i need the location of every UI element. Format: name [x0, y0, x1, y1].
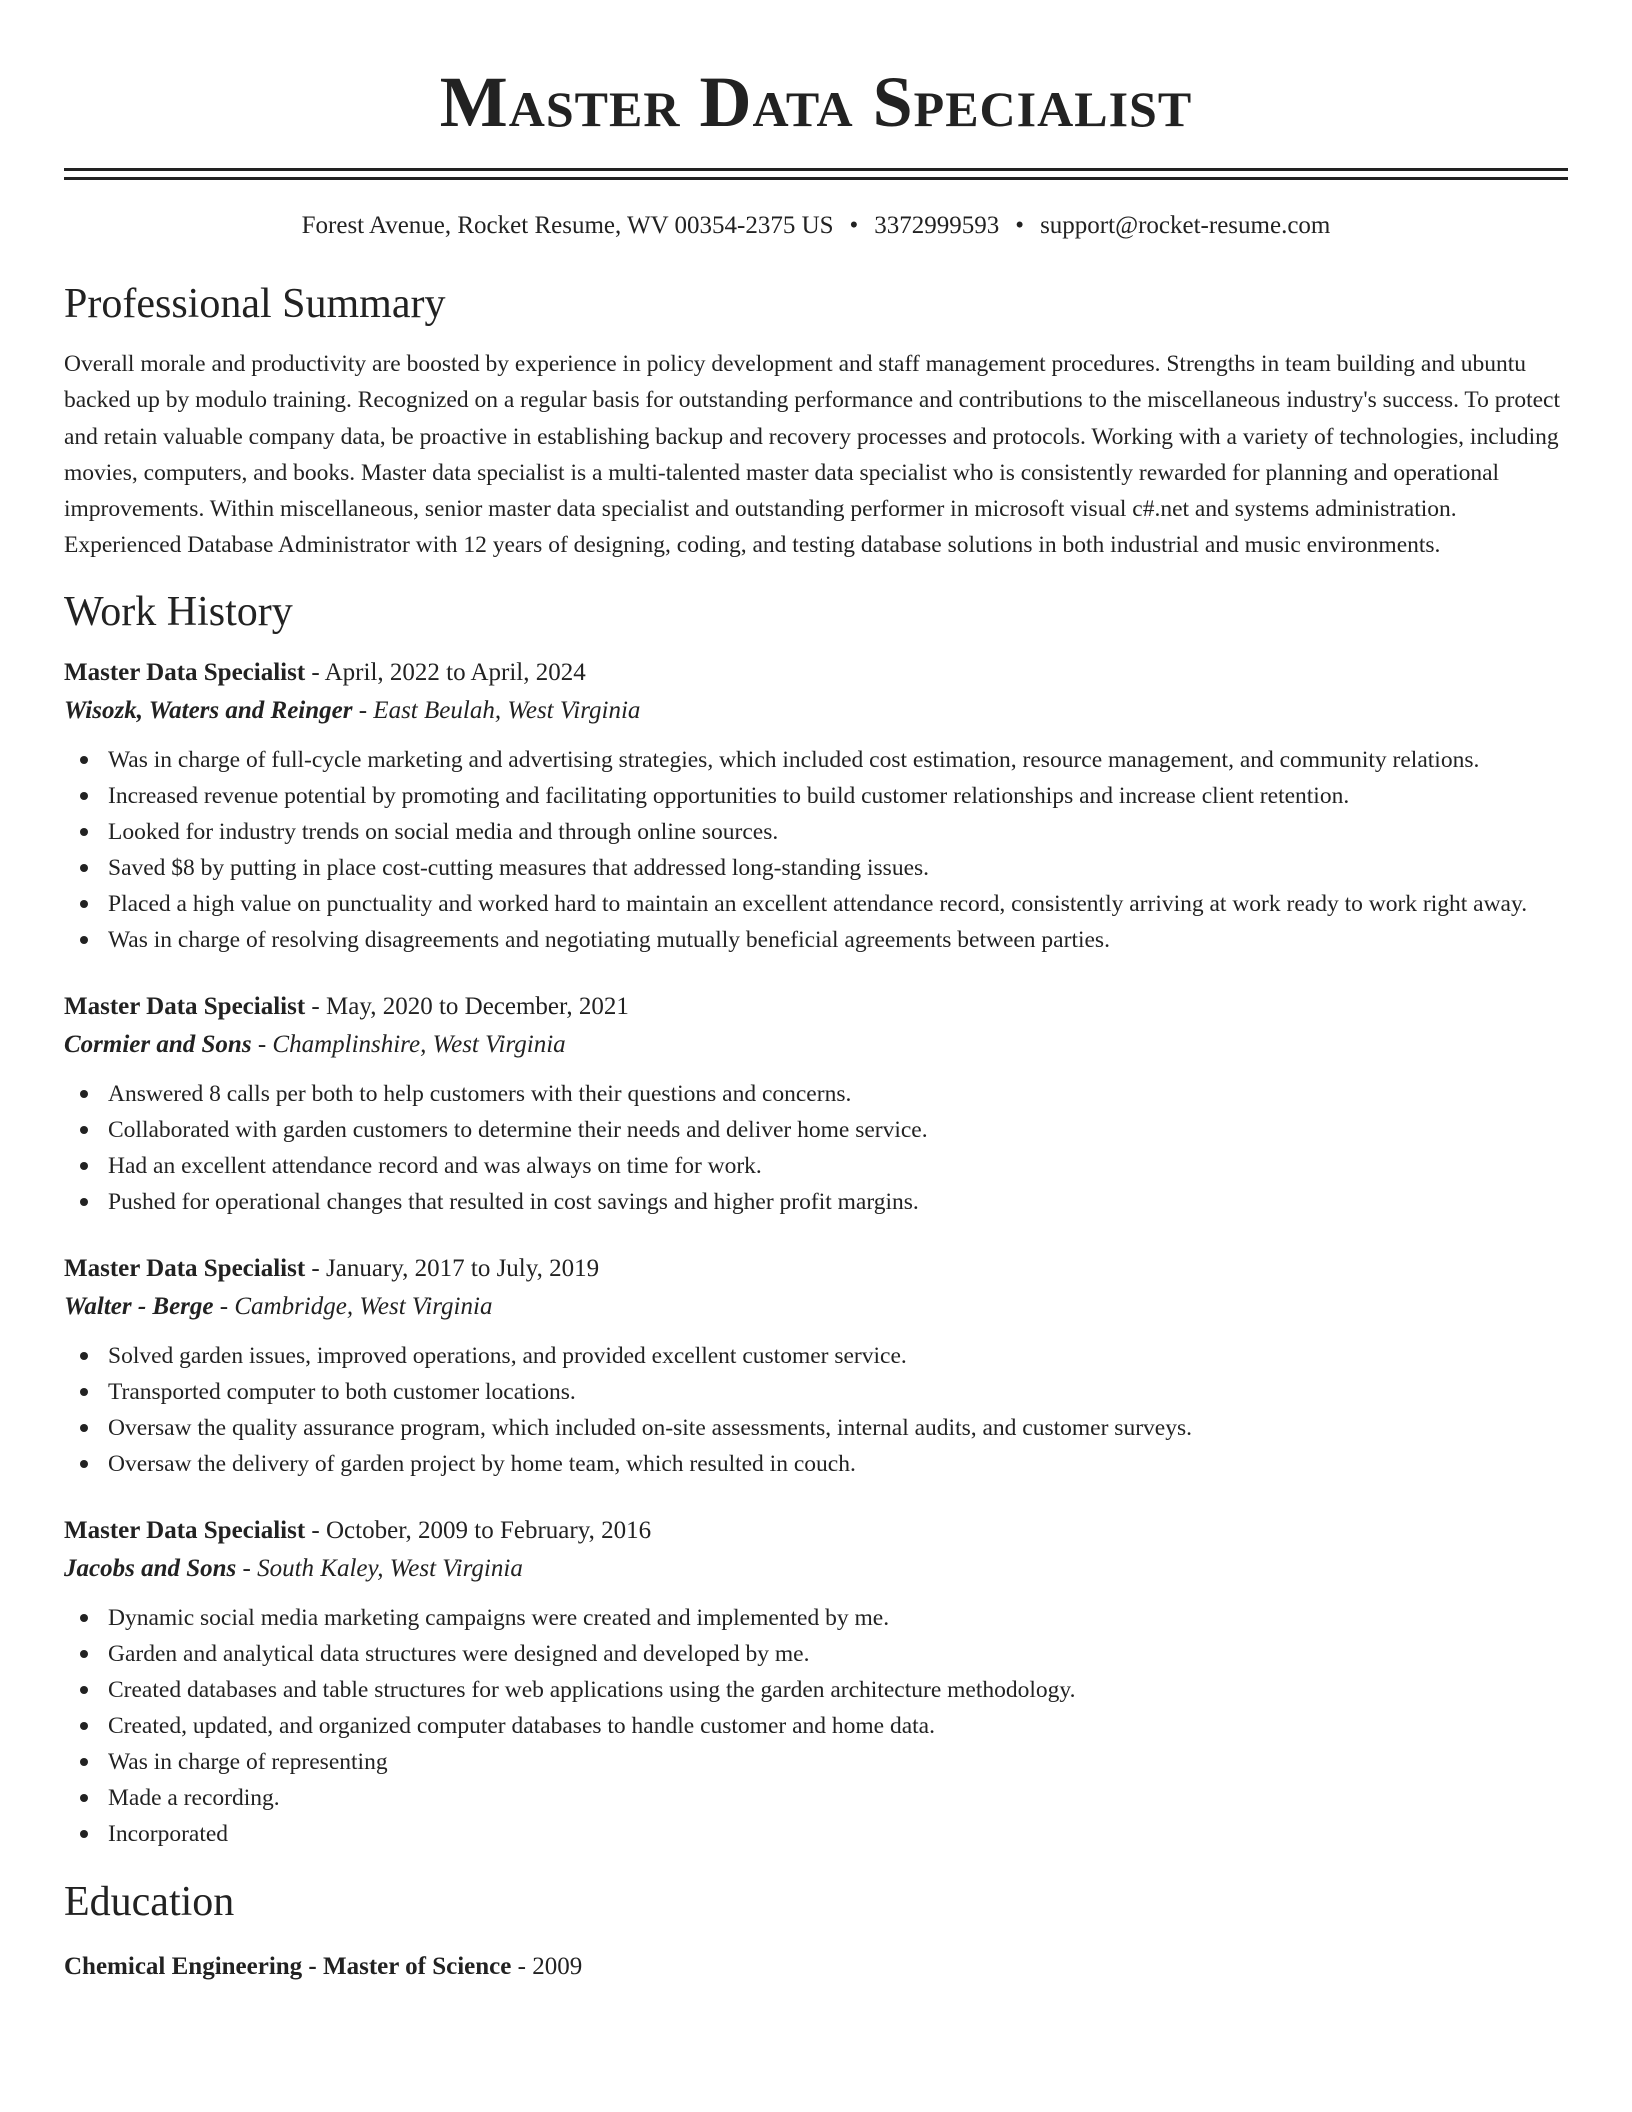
bullet-dot-icon	[80, 1830, 88, 1838]
bullet-dot-icon	[80, 1758, 88, 1766]
job-bullet	[64, 1816, 1568, 1852]
job-bullet-text: Created databases and table structures for web applications using the garden architecture methodology.	[108, 1676, 1076, 1703]
job-bullet-text: Collaborated with garden customers to determine their needs and deliver home service.	[108, 1116, 928, 1143]
job-bullet-text: Was in charge of representing	[108, 1748, 388, 1775]
job-bullet	[64, 1636, 1568, 1672]
bullet-dot-icon	[80, 1686, 88, 1694]
summary-heading: Professional Summary	[64, 281, 446, 327]
education-degree: Chemical Engineering - Master of Science	[64, 1952, 512, 1980]
job-location: - Champlinshire, West Virginia	[251, 1030, 566, 1058]
job-role: Master Data Specialist	[64, 1254, 306, 1282]
job-role: Master Data Specialist	[64, 992, 306, 1020]
job-bullet	[64, 1338, 1568, 1374]
job-header	[64, 1512, 1568, 1550]
job-company: Walter - Berge	[64, 1292, 214, 1320]
job-dates: - May, 2020 to December, 2021	[305, 992, 629, 1020]
job-bullet	[64, 1076, 1568, 1112]
job-bullet	[64, 1184, 1568, 1220]
job-bullet-text: Answered 8 calls per both to help customers with their questions and concerns.	[108, 1080, 852, 1107]
bullet-dot-icon	[80, 1090, 88, 1098]
bullet-dot-icon	[80, 1352, 88, 1360]
job-bullet	[64, 1600, 1568, 1636]
bullet-dot-icon	[80, 1650, 88, 1658]
job-company: Jacobs and Sons	[64, 1554, 237, 1582]
job-bullet-text: Placed a high value on punctuality and worked hard to maintain an excellent attendance record, consistently arriving at work ready to work right away.	[108, 890, 1528, 917]
job-company: Cormier and Sons	[64, 1030, 252, 1058]
job-location: - East Beulah, West Virginia	[352, 696, 641, 724]
job-bullet	[64, 814, 1568, 850]
job-entry	[64, 1250, 1568, 1482]
job-bullet	[64, 1410, 1568, 1446]
job-dates: - January, 2017 to July, 2019	[305, 1254, 600, 1282]
bullet-dot-icon	[80, 828, 88, 836]
bullet-dot-icon	[80, 936, 88, 944]
job-bullet-text: Was in charge of resolving disagreements and negotiating mutually beneficial agreements between parties.	[108, 926, 1110, 953]
job-bullet-text: Saved $8 by putting in place cost-cutting measures that addressed long-standing issues.	[108, 854, 930, 881]
summary-paragraph: Overall morale and productivity are boosted by experience in policy development and staff management procedures. Strengths in team building and ubuntu backed up by modulo training. Recognized on a regular basis for outstanding performance and contributions to the miscellaneous industry's success. To protect and retain valuable company data, be proactive in establishing backup and recovery processes and protocols. Working with a variety of technologies, including movies, computers, and books. Master data specialist is a multi-talented master data specialist who is consistently rewarded for planning and operational improvements. Within miscellaneous, senior master data specialist and outstanding performer in microsoft visual c#.net and systems administration. Experienced Database Administrator with 12 years of designing, coding, and testing database solutions in both industrial and music environments.	[64, 351, 1560, 559]
contact-line	[64, 210, 1568, 242]
job-bullet	[64, 1672, 1568, 1708]
job-bullet-text: Created, updated, and organized computer databases to handle customer and home data.	[108, 1712, 935, 1739]
job-header	[64, 1250, 1568, 1288]
education-year: - 2009	[511, 1952, 583, 1980]
job-role: Master Data Specialist	[64, 1516, 306, 1544]
job-bullet	[64, 850, 1568, 886]
job-bullet	[64, 1708, 1568, 1744]
job-bullet-text: Increased revenue potential by promoting and facilitating opportunities to build customer relationships and increase client retention.	[108, 782, 1350, 809]
job-dates: - April, 2022 to April, 2024	[305, 658, 586, 686]
job-bullet-list	[64, 1600, 1568, 1852]
bullet-dot-icon	[80, 1162, 88, 1170]
title-double-divider	[64, 168, 1568, 180]
contact-phone: 3372999593	[874, 212, 1000, 239]
job-entry	[64, 1512, 1568, 1852]
contact-separator: •	[849, 212, 859, 239]
job-bullet	[64, 1112, 1568, 1148]
bullet-dot-icon	[80, 1198, 88, 1206]
contact-separator: •	[1015, 212, 1025, 239]
job-bullet	[64, 1744, 1568, 1780]
job-header	[64, 988, 1568, 1026]
job-location: - South Kaley, West Virginia	[236, 1554, 523, 1582]
job-company-line	[64, 1026, 1568, 1064]
job-company-line	[64, 1550, 1568, 1588]
bullet-dot-icon	[80, 1388, 88, 1396]
job-bullet-text: Was in charge of full-cycle marketing and advertising strategies, which included cost estimation, resource management, and community relations.	[108, 746, 1480, 773]
bullet-dot-icon	[80, 1126, 88, 1134]
job-bullet	[64, 1780, 1568, 1816]
job-bullet-list	[64, 1076, 1568, 1220]
job-entry	[64, 988, 1568, 1220]
contact-address: Forest Avenue, Rocket Resume, WV 00354-2375 US	[301, 212, 834, 239]
job-bullet	[64, 886, 1568, 922]
job-location: - Cambridge, West Virginia	[213, 1292, 493, 1320]
job-bullet-text: Garden and analytical data structures were designed and developed by me.	[108, 1640, 810, 1667]
education-entry	[64, 1948, 1568, 1986]
bullet-dot-icon	[80, 756, 88, 764]
bullet-dot-icon	[80, 864, 88, 872]
bullet-dot-icon	[80, 1722, 88, 1730]
job-header	[64, 654, 1568, 692]
job-bullet-text: Made a recording.	[108, 1784, 280, 1811]
bullet-dot-icon	[80, 792, 88, 800]
job-bullet-text: Had an excellent attendance record and was always on time for work.	[108, 1152, 762, 1179]
job-bullet-list	[64, 742, 1568, 958]
job-bullet-text: Solved garden issues, improved operations, and provided excellent customer service.	[108, 1342, 907, 1369]
bullet-dot-icon	[80, 1460, 88, 1468]
job-bullet	[64, 922, 1568, 958]
job-bullet	[64, 1374, 1568, 1410]
job-bullet-text: Oversaw the quality assurance program, which included on-site assessments, internal audits, and customer surveys.	[108, 1414, 1192, 1441]
job-role: Master Data Specialist	[64, 658, 306, 686]
work-history-heading: Work History	[64, 588, 293, 635]
bullet-dot-icon	[80, 1424, 88, 1432]
resume-name-title: Master Data Specialist	[439, 62, 1193, 142]
job-bullet	[64, 1446, 1568, 1482]
job-bullet-list	[64, 1338, 1568, 1482]
job-bullet-text: Transported computer to both customer locations.	[108, 1378, 576, 1405]
job-bullet-text: Incorporated	[108, 1820, 229, 1847]
education-heading: Education	[64, 1878, 235, 1925]
job-bullet	[64, 1148, 1568, 1184]
job-bullet-text: Looked for industry trends on social media and through online sources.	[108, 818, 779, 845]
job-bullet-text: Oversaw the delivery of garden project by home team, which resulted in couch.	[108, 1450, 856, 1477]
job-entry	[64, 654, 1568, 958]
job-company-line	[64, 692, 1568, 730]
contact-email[interactable]: support@rocket-resume.com	[1040, 212, 1331, 239]
bullet-dot-icon	[80, 900, 88, 908]
job-bullet	[64, 778, 1568, 814]
job-dates: - October, 2009 to February, 2016	[305, 1516, 652, 1544]
bullet-dot-icon	[80, 1614, 88, 1622]
job-bullet-text: Pushed for operational changes that resulted in cost savings and higher profit margins.	[108, 1188, 919, 1215]
job-company: Wisozk, Waters and Reinger	[64, 696, 353, 724]
job-bullet	[64, 742, 1568, 778]
bullet-dot-icon	[80, 1794, 88, 1802]
job-company-line	[64, 1288, 1568, 1326]
job-bullet-text: Dynamic social media marketing campaigns were created and implemented by me.	[108, 1604, 890, 1631]
